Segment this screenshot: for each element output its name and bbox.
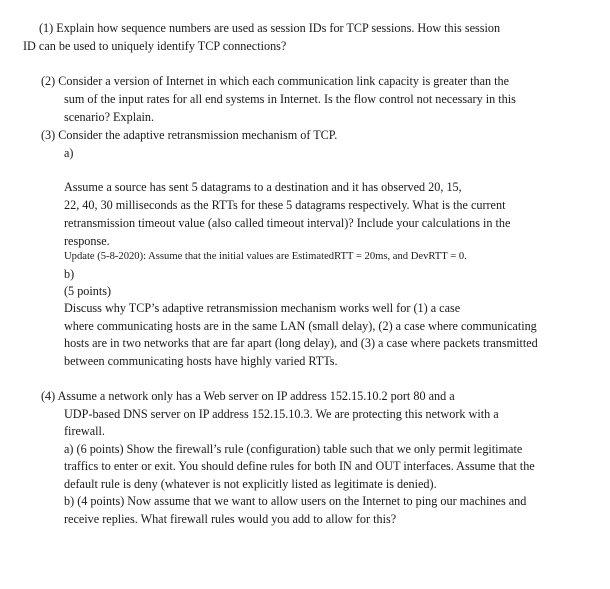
q3-line-12: hosts are in two networks that are far apart (long delay), and (3) a case where packets transmitted	[64, 336, 538, 350]
q4-line-8: receive replies. What firewall rules would you add to allow for this?	[64, 512, 397, 526]
q2-line-3: scenario? Explain.	[64, 110, 155, 124]
q2-line-1: (2) Consider a version of Internet in which each communication link capacity is greater than the	[41, 74, 510, 88]
q4-line-2: UDP-based DNS server on IP address 152.15.10.3. We are protecting this network with a	[64, 407, 499, 421]
q4-line-7: b) (4 points) Now assume that we want to allow users on the Internet to ping our machines and	[64, 494, 527, 508]
q1-line-1: (1) Explain how sequence numbers are used as session IDs for TCP sessions. How this session	[39, 21, 501, 35]
q3-line-3: Assume a source has sent 5 datagrams to a destination and it has observed 20, 15,	[64, 180, 462, 194]
q4-line-4: a) (6 points) Show the firewall’s rule (configuration) table such that we only permit legitimate	[64, 442, 523, 456]
q3-line-5: retransmission timeout value (also called timeout interval)? Include your calculations in the	[64, 216, 511, 230]
q1-line-2: ID can be used to uniquely identify TCP connections?	[23, 39, 287, 53]
q3-update-note: Update (5-8-2020): Assume that the initial values are EstimatedRTT = 20ms, and DevRTT = 0.	[64, 251, 467, 262]
q4-line-6: default rule is deny (whatever is not explicitly listed as legitimate is denied).	[64, 477, 437, 491]
q3-points: (5 points)	[64, 284, 112, 298]
q3-part-a-label: a)	[64, 146, 74, 160]
q2-line-2: sum of the input rates for all end systems in Internet. Is the flow control not necessary in this	[64, 92, 516, 106]
q3-line-1: (3) Consider the adaptive retransmission mechanism of TCP.	[41, 128, 338, 142]
q4-line-1: (4) Assume a network only has a Web server on IP address 152.15.10.2 port 80 and a	[41, 389, 455, 403]
q3-line-11: where communicating hosts are in the same LAN (small delay), (2) a case where communicating	[64, 319, 537, 333]
q4-line-5: traffics to enter or exit. You should define rules for both IN and OUT interfaces. Assume that the	[64, 459, 535, 473]
q3-line-13: between communicating hosts have highly varied RTTs.	[64, 354, 338, 368]
q3-line-6: response.	[64, 234, 110, 248]
q3-line-4: 22, 40, 30 milliseconds as the RTTs for these 5 datagrams respectively. What is the current	[64, 198, 506, 212]
q4-line-3: firewall.	[64, 424, 105, 438]
q3-line-10: Discuss why TCP’s adaptive retransmission mechanism works well for (1) a case	[64, 301, 461, 315]
q3-part-b-label: b)	[64, 267, 75, 281]
